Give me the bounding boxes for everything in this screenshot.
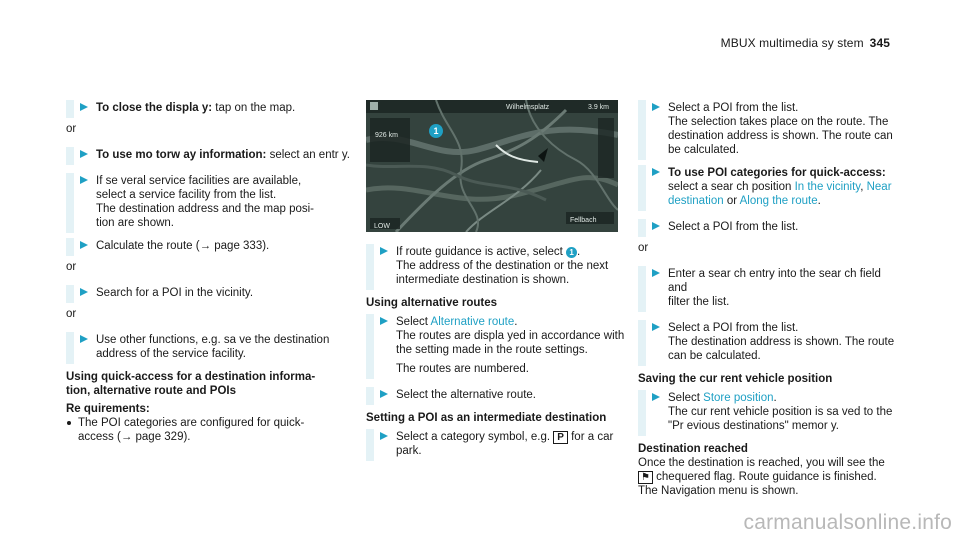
section-heading-destination-reached: Destination reached (638, 443, 748, 455)
store-position-link[interactable]: Store position (703, 392, 774, 404)
map-distance-label: 3.9 km (588, 104, 610, 111)
chequered-flag-icon: ⚑ (638, 471, 653, 484)
or-text: or (638, 242, 649, 254)
step-text: If se veral service facilities are available, (96, 175, 302, 187)
navigation-map-screenshot (366, 100, 618, 232)
header-title: MBUX multimedia sy stem (720, 36, 864, 50)
step-text: select an entr y. (266, 149, 350, 161)
step-search-poi (66, 285, 356, 303)
page-number: 345 (869, 36, 890, 50)
middle-column (366, 100, 636, 461)
step-select-alternative: Select Alternative route. The routes are displa yed in accordance with the setting made in the route settings. The routes are numbered. (366, 314, 636, 379)
step-arrow-icon (80, 241, 88, 249)
watermark: carmanualsonline.info (743, 511, 952, 534)
step-label: To close the displa y: (96, 102, 213, 114)
map-fuel-label: LOW (374, 223, 390, 230)
alternative-route-link[interactable]: Alternative route (430, 316, 515, 328)
step-quick-access: To use POI categories for quick-access: select a sear ch position In the vicinity, Near destination or Along the route. (638, 165, 900, 211)
step-select-poi-2: Select a POI from the list. The destination address is shown. The route can be calculated. (638, 320, 900, 366)
section-heading-poi: Setting a POI as an intermediate destination (366, 412, 607, 424)
map-street-label: Wilhelmsplatz (506, 104, 550, 111)
step-route-guidance: If route guidance is active, select 1 . The address of the destination or the next intermediate destination is shown. (366, 244, 636, 290)
step-arrow-icon (380, 432, 388, 440)
step-text: Calculate the route ( (96, 240, 200, 252)
step-text: Use other functions, e.g. sa ve the destination (96, 334, 330, 346)
step-enter-search: Enter a sear ch entry into the sear ch field and filter the list. (638, 266, 900, 312)
section-heading-alternative-routes: Using alternative routes (366, 297, 498, 309)
section-heading: Using quick-access for a destination informa‐ tion, alternative route and POIs (66, 371, 316, 397)
step-arrow-icon (380, 247, 388, 255)
step-text: select a service facility from the list. (96, 189, 277, 201)
callout-badge: 1 (429, 124, 443, 138)
step-text: The destination address and the map posi‐ (96, 203, 314, 215)
step-arrow-icon (380, 390, 388, 398)
step-text: tap on the map. (212, 102, 296, 114)
in-the-vicinity-link[interactable]: In the vicinity (794, 181, 861, 193)
step-arrow-icon (652, 323, 660, 331)
step-select-poi: Select a POI from the list. (638, 219, 900, 237)
step-select-alt-route: Select the alternative route. (366, 387, 636, 405)
step-service-facilities (66, 173, 356, 233)
step-text: Search for a POI in the vicinity. (96, 287, 254, 299)
step-arrow-icon (80, 176, 88, 184)
right-column (638, 100, 900, 498)
destination-reached-text: Once the destination is reached, you will see the ⚑ chequered flag. Route guidance is finished. The Navigation menu is shown. (638, 457, 885, 497)
or-text: or (66, 308, 77, 320)
map-range-label: 926 km (375, 132, 398, 139)
requirement-item: The POI categories are configured for quick- access (→ page 329). (66, 416, 356, 444)
running-header (721, 36, 890, 50)
step-arrow-icon (80, 103, 88, 111)
or-text: or (66, 123, 77, 135)
step-text: address of the service facility. (96, 348, 246, 360)
page-reference-link[interactable]: → page 333). (199, 240, 270, 252)
step-store-position: Select Store position. The cur rent vehicle position is sa ved to the "Pr evious destinations" memor y. (638, 390, 900, 436)
or-text: or (66, 261, 77, 273)
bullet-icon (67, 421, 71, 425)
step-arrow-icon (652, 393, 660, 401)
step-close-display (66, 100, 356, 118)
step-arrow-icon (80, 150, 88, 158)
step-select-category: Select a category symbol, e.g. P for a car park. (366, 429, 636, 461)
along-the-route-link[interactable]: Along the route (739, 195, 818, 207)
step-arrow-icon (80, 288, 88, 296)
step-arrow-icon (80, 335, 88, 343)
left-column (66, 100, 356, 444)
step-arrow-icon (652, 103, 660, 111)
map-image (366, 100, 618, 232)
step-motorway-info (66, 147, 356, 165)
section-heading-save-position: Saving the cur rent vehicle position (638, 373, 833, 385)
map-place-label: Fellbach (570, 217, 597, 224)
step-arrow-icon (652, 168, 660, 176)
callout-badge: 1 (566, 247, 577, 258)
step-arrow-icon (380, 317, 388, 325)
parking-icon: P (553, 431, 568, 444)
destination-link[interactable]: destination (668, 195, 724, 207)
step-label: To use mo torw ay information: (96, 149, 267, 161)
step-arrow-icon (652, 222, 660, 230)
step-other-functions (66, 332, 356, 364)
requirements-heading: Re quirements: (66, 403, 150, 415)
step-select-poi-list: Select a POI from the list. The selection takes place on the route. The destination address is shown. The route can be calculated. (638, 100, 900, 160)
step-arrow-icon (652, 269, 660, 277)
step-calculate-route (66, 238, 356, 256)
step-text: tion are shown. (96, 217, 174, 229)
near-link[interactable]: Near (866, 181, 892, 193)
